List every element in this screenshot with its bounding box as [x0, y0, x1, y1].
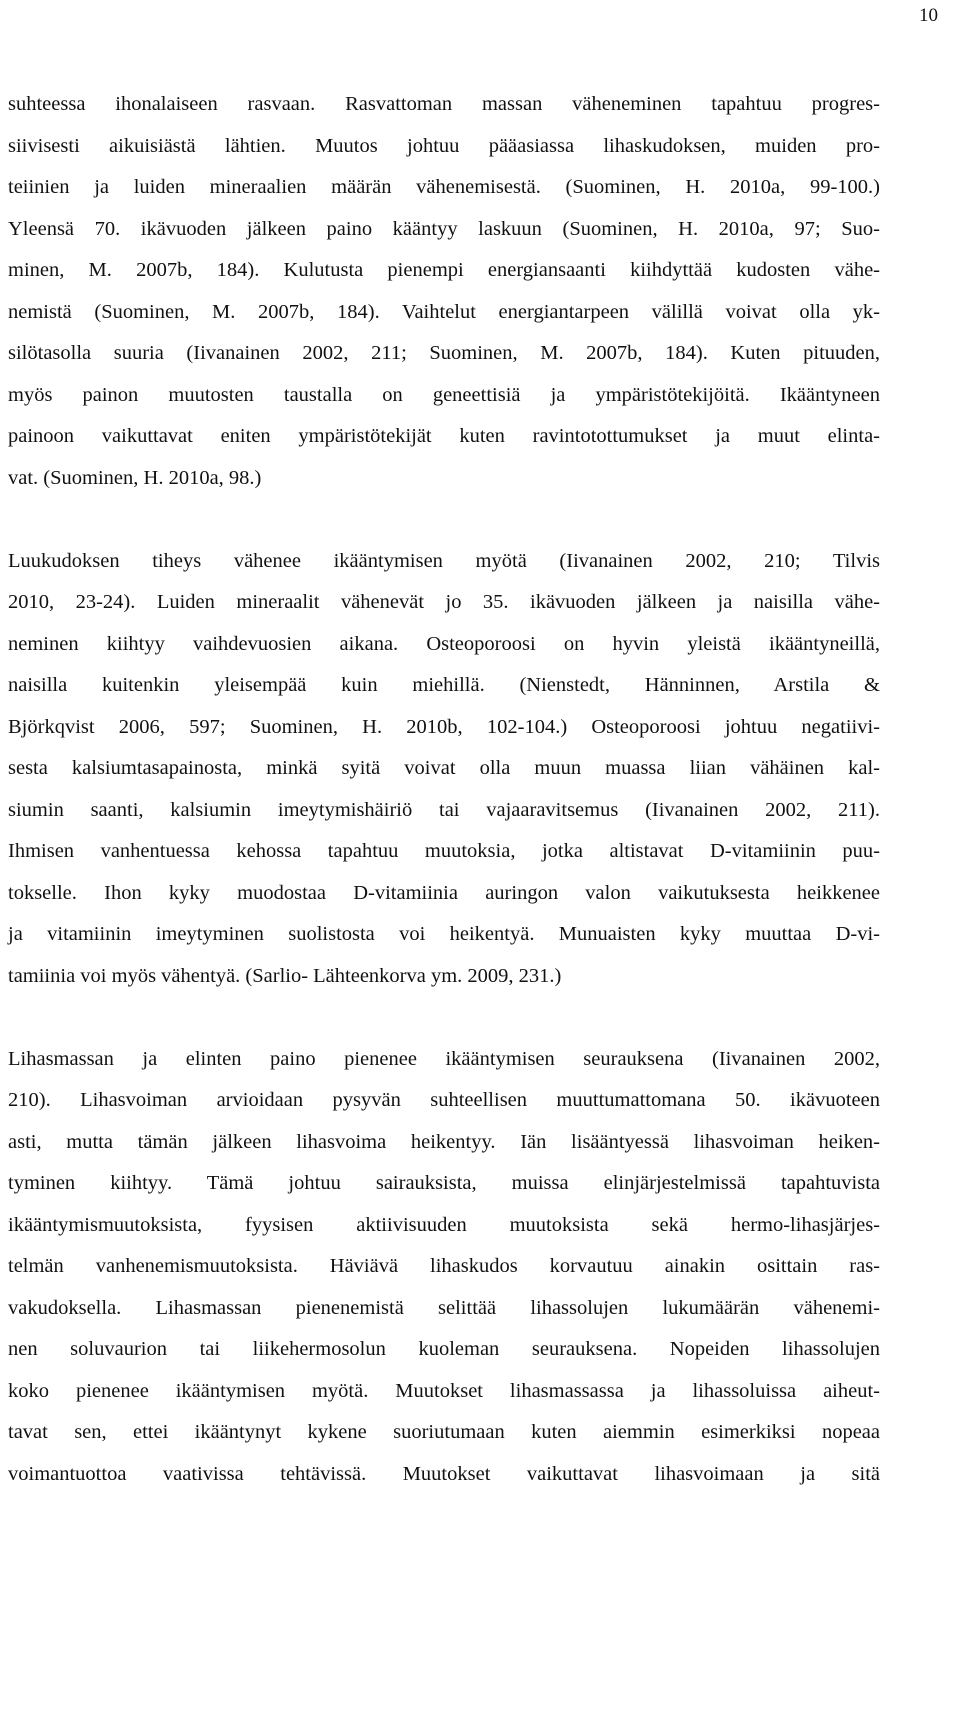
text-line: neminen kiihtyy vaihdevuosien aikana. Osteoporoosi on hyvin yleistä ikääntyneillä,	[8, 632, 880, 655]
text-line: painoon vaikuttavat eniten ympäristötekijät kuten ravintotottumukset ja muut elinta-	[8, 425, 880, 447]
text-line: Yleensä 70. ikävuoden jälkeen paino kääntyy laskuun (Suominen, H. 2010a, 97; Suo-	[8, 217, 880, 240]
paragraph-spacer	[8, 997, 880, 1039]
body-text	[8, 84, 880, 1495]
text-line: teiinien ja luiden mineraalien määrän vähenemisestä. (Suominen, H. 2010a, 99-100.)	[8, 176, 880, 198]
text-line: ikääntymismuutoksista, fyysisen aktiivisuuden muutoksista sekä hermo-lihasjärjes-	[8, 1213, 880, 1236]
text-line: 2010, 23-24). Luiden mineraalit vähenevät jo 35. ikävuoden jälkeen ja naisilla vähe-	[8, 591, 880, 613]
text-line: Ihmisen vanhentuessa kehossa tapahtuu muutoksia, jotka altistavat D-vitamiinin puu-	[8, 840, 880, 862]
text-line: vakudoksella. Lihasmassan pienenemistä selittää lihassolujen lukumäärän vähenemi-	[8, 1296, 880, 1319]
page-number: 10	[919, 5, 938, 26]
text-line: tavat sen, ettei ikääntynyt kykene suoriutumaan kuten aiemmin esimerkiksi nopeaa	[8, 1421, 880, 1443]
text-line: sesta kalsiumtasapainosta, minkä syitä voivat olla muun muassa liian vähäinen kal-	[8, 757, 880, 779]
text-line: Luukudoksen tiheys vähenee ikääntymisen myötä (Iivanainen 2002, 210; Tilvis	[8, 549, 880, 572]
paragraph-bone-tissue	[8, 541, 880, 998]
text-line: tamiinia voi myös vähentyä. (Sarlio- Lähteenkorva ym. 2009, 231.)	[8, 964, 562, 987]
text-line: nemistä (Suominen, M. 2007b, 184). Vaihtelut energiantarpeen välillä voivat olla yk-	[8, 300, 880, 323]
text-line: 210). Lihasvoiman arvioidaan pysyvän suhteellisen muuttumattomana 50. ikävuoteen	[8, 1089, 880, 1111]
text-line: minen, M. 2007b, 184). Kulutusta pienempi energiansaanti kiihdyttää kudosten vähe-	[8, 259, 880, 281]
text-line: myös painon muutosten taustalla on geneettisiä ja ympäristötekijöitä. Ikääntyneen	[8, 383, 880, 406]
text-line: koko pienenee ikääntymisen myötä. Muutokset lihasmassassa ja lihassoluissa aiheut-	[8, 1379, 880, 1402]
text-line: vat. (Suominen, H. 2010a, 98.)	[8, 466, 262, 489]
text-line: siumin saanti, kalsiumin imeytymishäiriö tai vajaaravitsemus (Iivanainen 2002, 211).	[8, 798, 880, 821]
text-line: tokselle. Ihon kyky muodostaa D-vitamiinia auringon valon vaikutuksesta heikkenee	[8, 881, 880, 904]
text-line: siivisesti aikuisiästä lähtien. Muutos johtuu pääasiassa lihaskudoksen, muiden pro-	[8, 134, 880, 157]
paragraph-muscle-mass	[8, 1039, 880, 1496]
text-line: Lihasmassan ja elinten paino pienenee ikääntymisen seurauksena (Iivanainen 2002,	[8, 1047, 880, 1070]
text-line: Björkqvist 2006, 597; Suominen, H. 2010b, 102-104.) Osteoporoosi johtuu negatiivi-	[8, 715, 880, 738]
text-line: telmän vanhenemismuutoksista. Häviävä lihaskudos korvautuu ainakin osittain ras-	[8, 1255, 880, 1277]
text-line: asti, mutta tämän jälkeen lihasvoima heikentyy. Iän lisääntyessä lihasvoiman heiken-	[8, 1130, 880, 1153]
paragraph-spacer	[8, 499, 880, 541]
text-line: ja vitamiinin imeytyminen suolistosta voi heikentyä. Munuaisten kyky muuttaa D-vi-	[8, 923, 880, 945]
text-line: voimantuottoa vaativissa tehtävissä. Muutokset vaikuttavat lihasvoimaan ja sitä	[8, 1462, 880, 1485]
text-line: silötasolla suuria (Iivanainen 2002, 211; Suominen, M. 2007b, 184). Kuten pituuden,	[8, 342, 880, 364]
text-line: naisilla kuitenkin yleisempää kuin miehillä. (Nienstedt, Hänninnen, Arstila &	[8, 674, 880, 696]
text-line: nen soluvaurion tai liikehermosolun kuoleman seurauksena. Nopeiden lihassolujen	[8, 1338, 880, 1360]
paragraph-body-composition	[8, 84, 880, 499]
text-line: suhteessa ihonalaiseen rasvaan. Rasvattoman massan väheneminen tapahtuu progres-	[8, 93, 880, 115]
text-line: tyminen kiihtyy. Tämä johtuu sairauksista, muissa elinjärjestelmissä tapahtuvista	[8, 1172, 880, 1194]
